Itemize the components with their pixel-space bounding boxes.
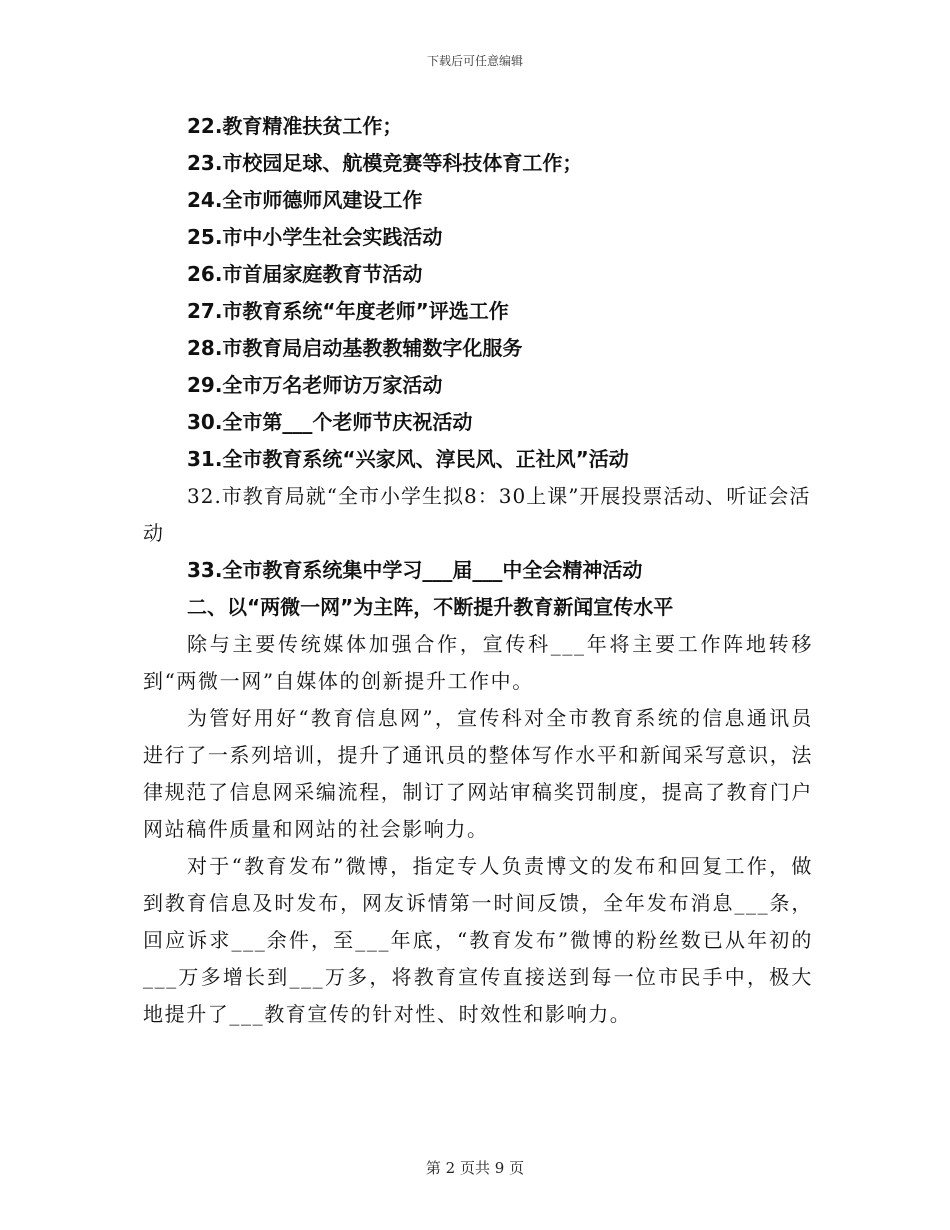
list-item: 23.市校园足球、航模竞赛等科技体育工作；	[187, 151, 583, 175]
list-item: 24.全市师德师风建设工作	[187, 188, 423, 212]
paragraph: 对于“教育发布”微博，指定专人负责博文的发布和回复工作，做到教育信息及时发布，网友诉情第一时间反馈，全年发布消息___条，回应诉求___余件，至___年底，“教育发布”微博的粉丝数已从年初的___万多增长到___万多，将教育宣传直接送到每一位市民手中，极大地提升了___教育宣传的针对性、时效性和影响力。	[143, 854, 813, 1026]
list-item: 25.市中小学生社会实践活动	[187, 225, 443, 249]
list-item-32: 32.市教育局就“全市小学生拟8：30上课”开展投票活动、听证会活动	[143, 484, 811, 545]
list-item: 27.市教育系统“年度老师”评选工作	[187, 299, 509, 323]
list-item: 29.全市万名老师访万家活动	[187, 373, 443, 397]
paragraph: 除与主要传统媒体加强合作，宣传科___年将主要工作阵地转移到“两微一网”自媒体的创新提升工作中。	[143, 632, 813, 693]
paragraph: 为管好用好“教育信息网”，宣传科对全市教育系统的信息通讯员进行了一系列培训，提升了通讯员的整体写作水平和新闻采写意识，法律规范了信息网采编流程，制订了网站审稿奖罚制度，提高了教育门户网站稿件质量和网站的社会影响力。	[143, 706, 813, 841]
list-item: 31.全市教育系统“兴家风、淳民风、正社风”活动	[187, 447, 629, 471]
list-item: 28.市教育局启动基教教辅数字化服务	[187, 336, 523, 360]
page-footer: 第 2 页共 9 页	[425, 1159, 525, 1177]
list-item: 22.教育精准扶贫工作；	[187, 114, 403, 138]
page-header: 下载后可任意编辑	[426, 54, 523, 68]
list-item-33: 33.全市教育系统集中学习___届___中全会精神活动	[187, 558, 643, 582]
section-heading: 二、以“两微一网”为主阵，不断提升教育新闻宣传水平	[187, 595, 674, 619]
document-body	[143, 108, 813, 1033]
list-item: 30.全市第___个老师节庆祝活动	[187, 410, 473, 434]
list-item: 26.市首届家庭教育节活动	[187, 262, 423, 286]
